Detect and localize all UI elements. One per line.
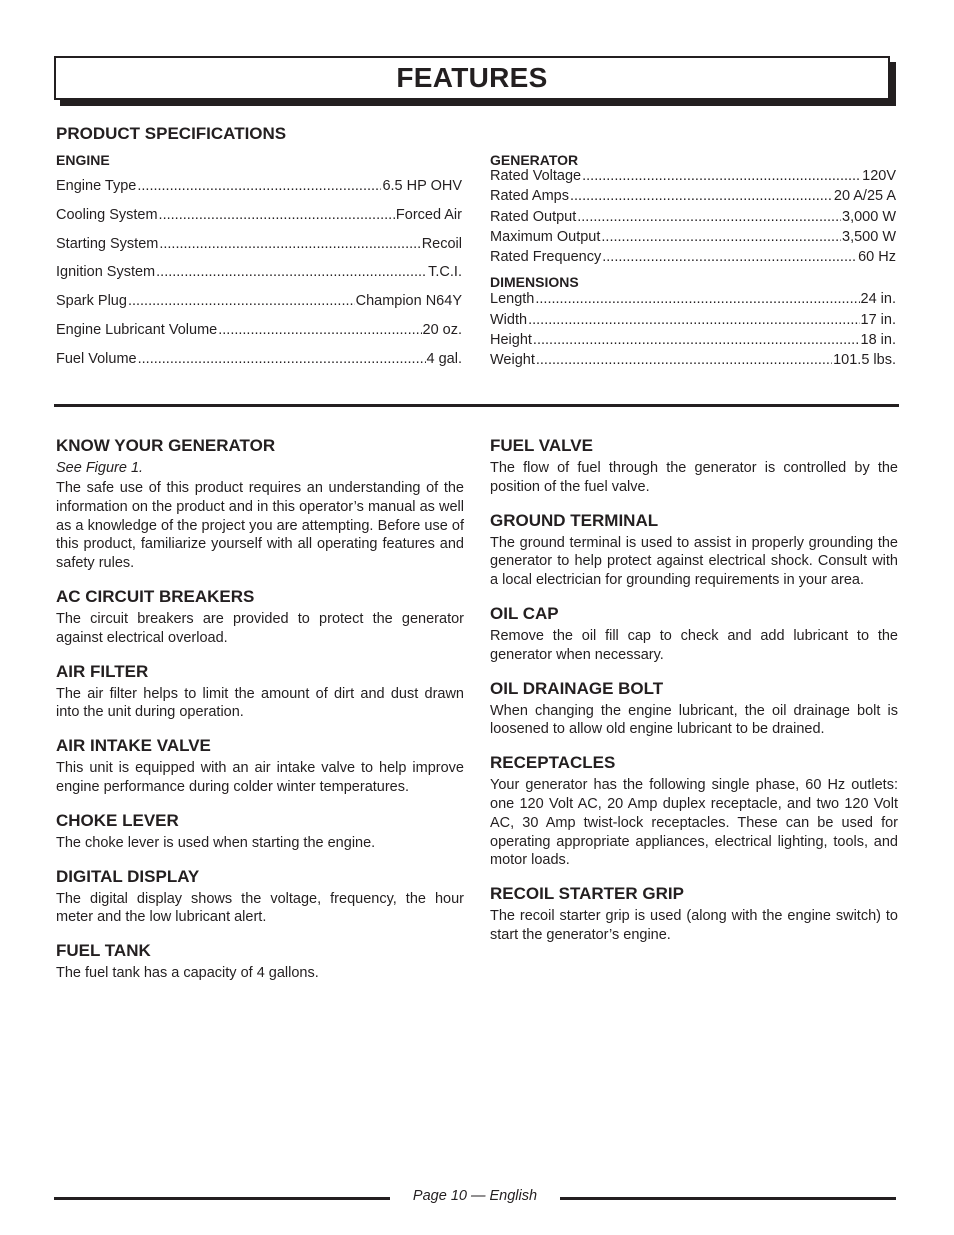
feature-title: KNOW YOUR GENERATOR (56, 436, 276, 455)
feature-title: FUEL TANK (56, 941, 151, 961)
spec-value: Recoil (421, 235, 462, 252)
spec-row (56, 293, 462, 322)
feature-section (56, 867, 464, 928)
leader-dots (528, 312, 859, 328)
spec-row (56, 322, 462, 351)
leader-dots (159, 207, 395, 223)
spec-row (490, 332, 896, 352)
spec-row (490, 168, 896, 188)
leader-dots (159, 236, 420, 252)
spec-value: 101.5 lbs. (833, 352, 896, 369)
feature-body: The safe use of this product requires an understanding of the information on the product and in this operator’s manual as well as a knowledge of the project you are attempting. Before use of this product, familiarize yourself with all operating features and safety rules. (56, 480, 464, 572)
spec-value: 18 in. (860, 332, 896, 349)
leader-dots (138, 351, 426, 367)
leader-dots (582, 168, 861, 184)
feature-title: AC CIRCUIT BREAKERS (56, 586, 255, 606)
leader-dots (577, 209, 841, 225)
spec-row (490, 352, 896, 372)
footer-rule-left (54, 1197, 390, 1200)
spec-row (490, 209, 896, 229)
feature-title: OIL DRAINAGE BOLT (490, 678, 664, 698)
leader-dots (156, 264, 427, 280)
feature-section (56, 736, 464, 797)
feature-title: GROUND TERMINAL (490, 510, 659, 530)
feature-body: The digital display shows the voltage, frequency, the hour meter and the low lubricant alert. (56, 890, 464, 926)
spec-value: 17 in. (860, 311, 896, 328)
leader-dots (535, 291, 859, 307)
figure-reference: See Figure 1. (56, 460, 144, 476)
engine-rows (56, 178, 462, 380)
feature-title: DIGITAL DISPLAY (56, 866, 200, 886)
spec-value: Champion N64Y (355, 293, 462, 310)
spec-value: 20 A/25 A (833, 188, 896, 205)
spec-value: T.C.I. (428, 264, 462, 281)
spec-value: Forced Air (395, 206, 462, 223)
spec-row (56, 236, 462, 265)
dimensions-heading: DIMENSIONS (490, 274, 579, 291)
spec-row (56, 178, 462, 207)
spec-label: Cooling System (56, 206, 158, 223)
feature-body: The fuel tank has a capacity of 4 gallons. (56, 965, 319, 982)
feature-body: Your generator has the following single phase, 60 Hz outlets: one 120 Volt AC, 20 Amp duplex receptacle, and two 120 Volt AC, 30 Amp twist-lock receptacles. These can be used for operating appropriate appliances, electrical lighting, tools, and motor loads. (490, 777, 898, 869)
spec-row (490, 312, 896, 332)
page-title: FEATURES (396, 62, 548, 93)
feature-section (490, 679, 898, 740)
spec-row (56, 351, 462, 380)
feature-section (490, 604, 898, 665)
leader-dots (533, 332, 860, 348)
spec-row (490, 291, 896, 311)
spec-label: Ignition System (56, 264, 156, 281)
feature-section (490, 511, 898, 590)
feature-body: The recoil starter grip is used (along with the engine switch) to start the generator’s engine. (490, 908, 898, 943)
generator-rows (490, 168, 896, 269)
spec-row (490, 188, 896, 208)
feature-title: FUEL VALVE (490, 436, 593, 455)
feature-section (56, 662, 464, 723)
generator-specs (490, 152, 896, 373)
spec-value: 20 oz. (422, 321, 462, 338)
engine-specs (56, 152, 462, 380)
feature-section (56, 436, 464, 573)
spec-label: Rated Output (490, 208, 577, 225)
feature-title: AIR FILTER (56, 661, 149, 681)
dimension-rows (490, 291, 896, 372)
feature-body: Remove the oil fill cap to check and add lubricant to the generator when necessary. (490, 627, 898, 663)
feature-section (490, 436, 898, 497)
feature-body: The air filter helps to limit the amount of dirt and dust drawn into the unit during operation. (56, 685, 464, 721)
leader-dots (601, 229, 841, 245)
spec-value: 4 gal. (426, 350, 462, 367)
feature-body: The choke lever is used when starting the engine. (56, 834, 376, 851)
generator-heading: GENERATOR (490, 152, 579, 168)
spec-label: Starting System (56, 235, 159, 252)
spec-value: 3,500 W (842, 228, 896, 245)
spec-heading: PRODUCT SPECIFICATIONS (56, 124, 287, 143)
spec-row (490, 229, 896, 249)
feature-body: This unit is equipped with an air intake valve to help improve engine performance during colder winter temperatures. (56, 760, 464, 795)
spec-label: Weight (490, 352, 535, 369)
leader-dots (570, 188, 833, 204)
spec-label: Spark Plug (56, 293, 127, 310)
spec-label: Width (490, 311, 528, 328)
page-footer: Page 10 — English (412, 1188, 538, 1204)
feature-body: When changing the engine lubricant, the oil drainage bolt is loosened to allow old engine lubricant to be drained. (490, 702, 898, 738)
spec-label: Rated Frequency (490, 249, 602, 266)
spec-value: 120V (862, 168, 896, 184)
spec-label: Engine Lubricant Volume (56, 321, 218, 338)
spec-label: Height (490, 332, 532, 349)
feature-title: RECEPTACLES (490, 753, 616, 773)
page-title-box (54, 56, 890, 100)
feature-section (56, 941, 464, 983)
leader-dots (218, 322, 421, 338)
spec-label: Length (490, 291, 535, 308)
spec-label: Rated Amps (490, 188, 569, 205)
feature-title: OIL CAP (490, 603, 559, 623)
feature-title: CHOKE LEVER (56, 810, 179, 830)
feature-section (490, 884, 898, 945)
feature-title: RECOIL STARTER GRIP (490, 884, 684, 904)
feature-body: The ground terminal is used to assist in properly grounding the generator to help protect against electrical shock. Consult with a local electrician for grounding requirements in your area. (490, 534, 898, 589)
leader-dots (602, 249, 857, 265)
spec-row (56, 264, 462, 293)
spec-value: 6.5 HP OHV (382, 178, 462, 194)
spec-label: Fuel Volume (56, 350, 137, 367)
feature-title: AIR INTAKE VALVE (56, 736, 211, 756)
features-column-right (490, 436, 898, 959)
leader-dots (128, 293, 355, 309)
spec-value: 60 Hz (858, 249, 896, 266)
feature-section (490, 753, 898, 870)
spec-value: 3,000 W (842, 208, 896, 225)
spec-label: Maximum Output (490, 228, 601, 245)
spec-label: Rated Voltage (490, 168, 582, 184)
feature-body: The flow of fuel through the generator is controlled by the position of the fuel valve. (490, 460, 898, 495)
features-column-left (56, 436, 464, 997)
footer-rule-right (560, 1197, 896, 1200)
feature-body: The circuit breakers are provided to protect the generator against electrical overload. (56, 610, 464, 646)
leader-dots (536, 352, 832, 368)
spec-label: Engine Type (56, 178, 137, 194)
section-divider (54, 404, 899, 407)
feature-section (56, 811, 464, 853)
leader-dots (137, 178, 381, 194)
spec-row (56, 207, 462, 236)
engine-heading: ENGINE (56, 152, 110, 168)
spec-row (490, 249, 896, 269)
feature-section (56, 587, 464, 648)
spec-value: 24 in. (860, 291, 896, 308)
